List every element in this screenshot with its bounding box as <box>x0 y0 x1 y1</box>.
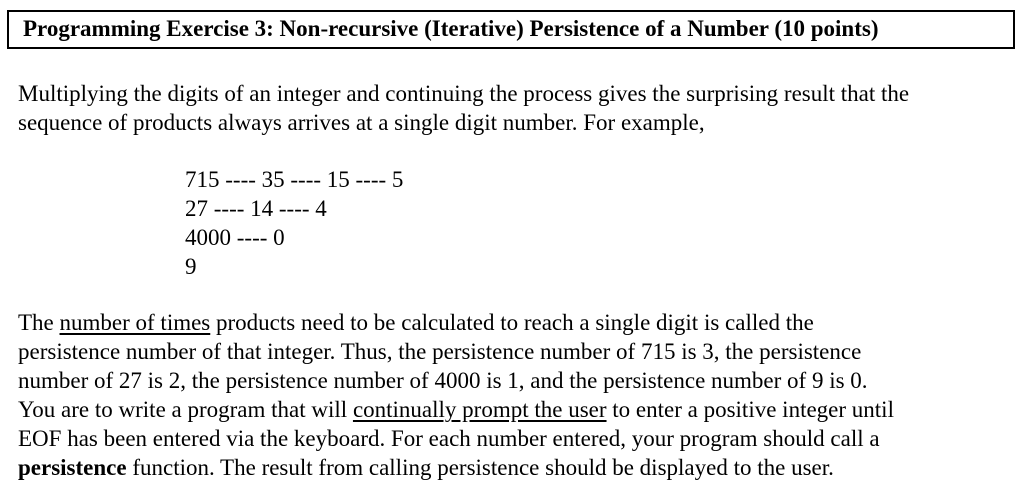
bold-term-persistence: persistence <box>18 455 127 480</box>
body-line-4-post: to enter a positive integer until <box>606 397 894 422</box>
body-line-4-pre: You are to write a program that will <box>18 397 353 422</box>
body-line-3: number of 27 is 2, the persistence number of 4000 is 1, and the persistence number of 9 is 0. <box>18 368 868 393</box>
body-line-4 <box>18 395 1024 424</box>
example-sequence-27: 27 ---- 14 ---- 4 <box>185 196 327 221</box>
underlined-phrase-number-of-times: number of times <box>59 310 211 335</box>
body-line-2: persistence number of that integer. Thus, the persistence number of 715 is 3, the persistence <box>18 339 862 364</box>
body-line-1 <box>18 308 1024 337</box>
example-sequence-4000: 4000 ---- 0 <box>185 225 285 250</box>
intro-paragraph <box>18 79 1024 137</box>
example-sequence-715: 715 ---- 35 ---- 15 ---- 5 <box>185 167 404 192</box>
body-line-1-post: products need to be calculated to reach a single digit is called the <box>210 310 814 335</box>
body-line-1-pre: The <box>18 310 60 335</box>
intro-line-1: Multiplying the digits of an integer and continuing the process gives the surprising result that the <box>18 81 910 106</box>
body-line-5: EOF has been entered via the keyboard. For each number entered, your program should call a <box>18 426 880 451</box>
exercise-title: Programming Exercise 3: Non-recursive (Iterative) Persistence of a Number (10 points) <box>23 16 879 41</box>
underlined-phrase-continually-prompt: continually prompt the user <box>352 397 607 422</box>
intro-line-2: sequence of products always arrives at a single digit number. For example, <box>18 110 705 135</box>
example-sequence-9: 9 <box>185 254 197 279</box>
body-line-6 <box>18 453 1024 482</box>
title-box <box>7 10 1015 49</box>
examples-block <box>185 165 1024 281</box>
body-line-6-post: function. The result from calling persistence should be displayed to the user. <box>126 455 834 480</box>
body-paragraph <box>18 308 1024 482</box>
